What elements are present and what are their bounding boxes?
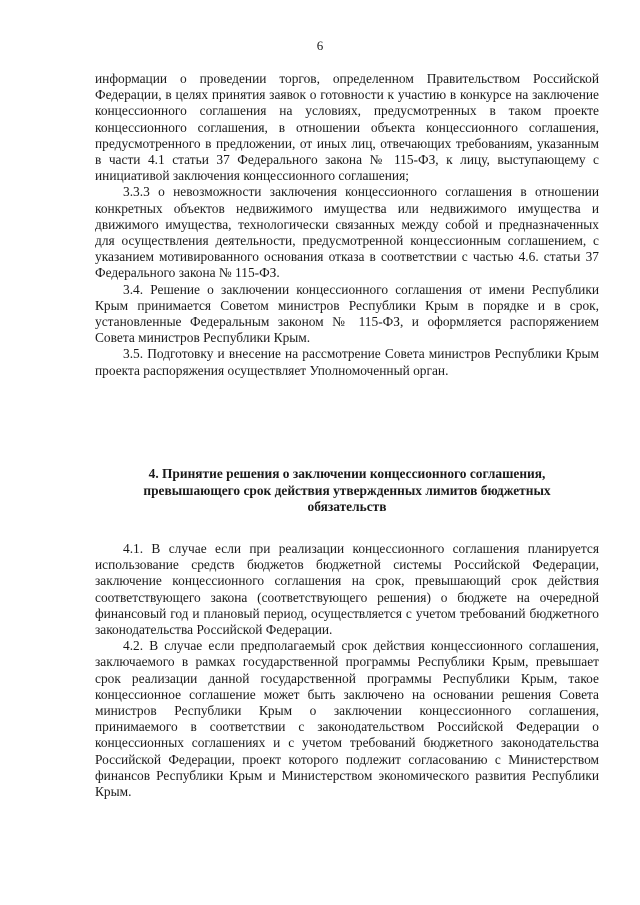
page-number: 6: [316, 38, 324, 53]
text-block-top: [95, 71, 599, 379]
section-heading-4: 4. Принятие решения о заключении концессионного соглашения, превышающего срок действия утвержденных лимитов бюджетных обязательств: [143, 466, 551, 514]
paragraph-4-2: 4.2. В случае если предполагаемый срок действия концессионного соглашения, заключаемого в рамках государственной программы Республики Крым, превышает срок реализации данной государственной программы Республики Крым, такое концессионное соглашение может быть заключено на основании решения Совета министров Республики Крым о заключении концессионного соглашения, принимаемого в соответствии с законодательством Российской Федерации о концессионных соглашениях и с учетом требований бюджетного законодательства Российской Федерации, проект которого подлежит согласованию с Министерством финансов Республики Крым и Министерством экономического развития Республики Крым.: [95, 638, 599, 800]
paragraph-4-1: 4.1. В случае если при реализации концессионного соглашения планируется использование средств бюджетов бюджетной системы Российской Федерации, заключение концессионного соглашения на срок, превышающий срок действия соответствующего закона (соответствующего решения) о бюджете на очередной финансовый год и плановый период, осуществляется с учетом требований бюджетного законодательства Российской Федерации.: [95, 541, 599, 638]
text-block-bottom: [95, 541, 599, 800]
paragraph-3-3-3: 3.3.3 о невозможности заключения концессионного соглашения в отношении конкретных объектов недвижимого имущества или недвижимого имущества и движимого имущества, технологически связанных между собой и предназначенных для осуществления деятельности, предусмотренной концессионным соглашением, с указанием мотивированного основания отказа в соответствии с частью 4.6. статьи 37 Федерального закона № 115-ФЗ.: [95, 184, 599, 281]
paragraph-3-4: 3.4. Решение о заключении концессионного соглашения от имени Республики Крым принимается Советом министров Республики Крым в порядке и в срок, установленные Федеральным законом № 115-ФЗ, и оформляется распоряжением Совета министров Республики Крым.: [95, 281, 599, 346]
paragraph-3-5: 3.5. Подготовку и внесение на рассмотрение Совета министров Республики Крым проекта распоряжения осуществляет Уполномоченный орган.: [95, 346, 599, 378]
paragraph-continuation: информации о проведении торгов, определенном Правительством Российской Федерации, в целях принятия заявок о готовности к участию в конкурсе на заключение концессионного соглашения на условиях, предусмотренных в таком проекте концессионного соглашения, в отношении объекта концессионного соглашения, предусмотренного в предложении, от иных лиц, отвечающих требованиям, указанным в части 4.1 статьи 37 Федерального закона № 115-ФЗ, к лицу, выступающему с инициативой заключения концессионного соглашения;: [95, 71, 599, 184]
